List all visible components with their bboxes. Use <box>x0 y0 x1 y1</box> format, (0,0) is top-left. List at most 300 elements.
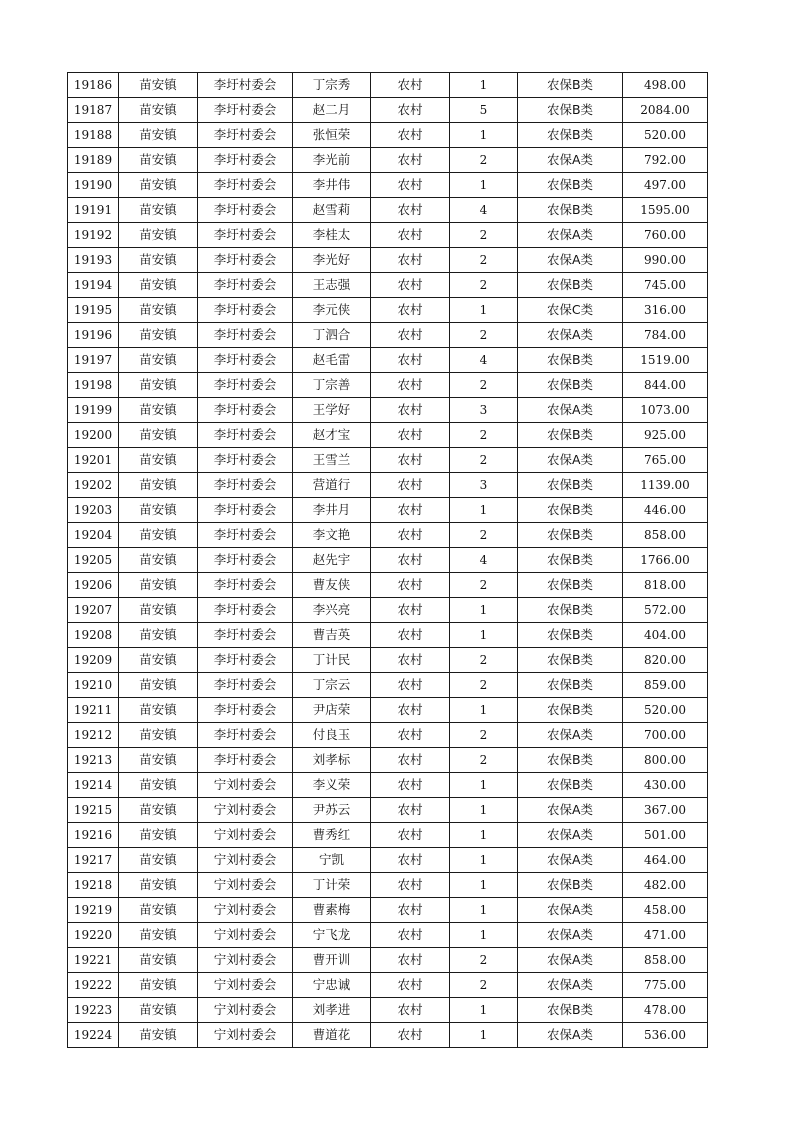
village-committee-cell: 李圩村委会 <box>198 698 293 723</box>
row-id-cell: 19224 <box>68 1023 119 1048</box>
insurance-category-cell: 农保B类 <box>518 748 623 773</box>
person-name-cell: 宁忠诚 <box>293 973 371 998</box>
amount-cell: 404.00 <box>623 623 708 648</box>
insurance-category-cell: 农保B类 <box>518 173 623 198</box>
town-cell: 苗安镇 <box>119 323 198 348</box>
town-cell: 苗安镇 <box>119 348 198 373</box>
household-count-cell: 1 <box>450 73 518 98</box>
household-count-cell: 2 <box>450 573 518 598</box>
town-cell: 苗安镇 <box>119 898 198 923</box>
household-count-cell: 2 <box>450 723 518 748</box>
table-row <box>68 748 708 773</box>
person-name-cell: 赵先宇 <box>293 548 371 573</box>
village-committee-cell: 李圩村委会 <box>198 173 293 198</box>
village-committee-cell: 宁刘村委会 <box>198 823 293 848</box>
town-cell: 苗安镇 <box>119 73 198 98</box>
area-type-cell: 农村 <box>371 948 450 973</box>
household-count-cell: 1 <box>450 498 518 523</box>
person-name-cell: 曹秀红 <box>293 823 371 848</box>
row-id-cell: 19201 <box>68 448 119 473</box>
household-count-cell: 2 <box>450 948 518 973</box>
row-id-cell: 19218 <box>68 873 119 898</box>
person-name-cell: 曹友侠 <box>293 573 371 598</box>
table-row <box>68 448 708 473</box>
town-cell: 苗安镇 <box>119 873 198 898</box>
town-cell: 苗安镇 <box>119 448 198 473</box>
person-name-cell: 王雪兰 <box>293 448 371 473</box>
person-name-cell: 刘孝标 <box>293 748 371 773</box>
insurance-category-cell: 农保B类 <box>518 273 623 298</box>
row-id-cell: 19196 <box>68 323 119 348</box>
village-committee-cell: 宁刘村委会 <box>198 848 293 873</box>
village-committee-cell: 李圩村委会 <box>198 473 293 498</box>
person-name-cell: 丁宗善 <box>293 373 371 398</box>
amount-cell: 760.00 <box>623 223 708 248</box>
household-count-cell: 1 <box>450 623 518 648</box>
town-cell: 苗安镇 <box>119 398 198 423</box>
household-count-cell: 1 <box>450 873 518 898</box>
row-id-cell: 19209 <box>68 648 119 673</box>
town-cell: 苗安镇 <box>119 198 198 223</box>
person-name-cell: 丁计民 <box>293 648 371 673</box>
town-cell: 苗安镇 <box>119 373 198 398</box>
table-row <box>68 1023 708 1048</box>
insurance-category-cell: 农保A类 <box>518 148 623 173</box>
row-id-cell: 19211 <box>68 698 119 723</box>
household-count-cell: 4 <box>450 198 518 223</box>
insurance-category-cell: 农保A类 <box>518 923 623 948</box>
table-row <box>68 873 708 898</box>
row-id-cell: 19212 <box>68 723 119 748</box>
row-id-cell: 19188 <box>68 123 119 148</box>
village-committee-cell: 李圩村委会 <box>198 198 293 223</box>
table-row <box>68 898 708 923</box>
area-type-cell: 农村 <box>371 98 450 123</box>
amount-cell: 464.00 <box>623 848 708 873</box>
village-committee-cell: 李圩村委会 <box>198 498 293 523</box>
town-cell: 苗安镇 <box>119 673 198 698</box>
row-id-cell: 19220 <box>68 923 119 948</box>
person-name-cell: 尹店荣 <box>293 698 371 723</box>
insurance-category-cell: 农保B类 <box>518 548 623 573</box>
table-row <box>68 423 708 448</box>
table-row <box>68 698 708 723</box>
household-count-cell: 4 <box>450 548 518 573</box>
village-committee-cell: 李圩村委会 <box>198 98 293 123</box>
insurance-category-cell: 农保B类 <box>518 348 623 373</box>
table-row <box>68 148 708 173</box>
person-name-cell: 李桂太 <box>293 223 371 248</box>
insurance-category-cell: 农保B类 <box>518 573 623 598</box>
town-cell: 苗安镇 <box>119 573 198 598</box>
town-cell: 苗安镇 <box>119 798 198 823</box>
insurance-category-cell: 农保A类 <box>518 973 623 998</box>
person-name-cell: 李义荣 <box>293 773 371 798</box>
town-cell: 苗安镇 <box>119 823 198 848</box>
person-name-cell: 张恒荣 <box>293 123 371 148</box>
person-name-cell: 王志强 <box>293 273 371 298</box>
person-name-cell: 赵雪莉 <box>293 198 371 223</box>
row-id-cell: 19190 <box>68 173 119 198</box>
data-table <box>67 72 708 1048</box>
amount-cell: 820.00 <box>623 648 708 673</box>
insurance-category-cell: 农保B类 <box>518 73 623 98</box>
row-id-cell: 19208 <box>68 623 119 648</box>
village-committee-cell: 李圩村委会 <box>198 148 293 173</box>
area-type-cell: 农村 <box>371 973 450 998</box>
household-count-cell: 1 <box>450 298 518 323</box>
insurance-category-cell: 农保B类 <box>518 873 623 898</box>
amount-cell: 482.00 <box>623 873 708 898</box>
amount-cell: 775.00 <box>623 973 708 998</box>
village-committee-cell: 李圩村委会 <box>198 523 293 548</box>
person-name-cell: 付良玉 <box>293 723 371 748</box>
table-row <box>68 498 708 523</box>
insurance-category-cell: 农保A类 <box>518 448 623 473</box>
household-count-cell: 1 <box>450 998 518 1023</box>
town-cell: 苗安镇 <box>119 723 198 748</box>
household-count-cell: 2 <box>450 748 518 773</box>
amount-cell: 520.00 <box>623 698 708 723</box>
amount-cell: 818.00 <box>623 573 708 598</box>
area-type-cell: 农村 <box>371 998 450 1023</box>
village-committee-cell: 李圩村委会 <box>198 323 293 348</box>
area-type-cell: 农村 <box>371 223 450 248</box>
town-cell: 苗安镇 <box>119 498 198 523</box>
amount-cell: 1595.00 <box>623 198 708 223</box>
person-name-cell: 丁宗云 <box>293 673 371 698</box>
amount-cell: 497.00 <box>623 173 708 198</box>
village-committee-cell: 宁刘村委会 <box>198 923 293 948</box>
insurance-category-cell: 农保B类 <box>518 998 623 1023</box>
amount-cell: 1766.00 <box>623 548 708 573</box>
town-cell: 苗安镇 <box>119 173 198 198</box>
row-id-cell: 19213 <box>68 748 119 773</box>
area-type-cell: 农村 <box>371 123 450 148</box>
insurance-category-cell: 农保A类 <box>518 223 623 248</box>
amount-cell: 458.00 <box>623 898 708 923</box>
table-row <box>68 798 708 823</box>
village-committee-cell: 李圩村委会 <box>198 423 293 448</box>
insurance-category-cell: 农保B类 <box>518 648 623 673</box>
village-committee-cell: 李圩村委会 <box>198 348 293 373</box>
town-cell: 苗安镇 <box>119 748 198 773</box>
village-committee-cell: 李圩村委会 <box>198 298 293 323</box>
amount-cell: 471.00 <box>623 923 708 948</box>
person-name-cell: 尹苏云 <box>293 798 371 823</box>
insurance-category-cell: 农保B类 <box>518 423 623 448</box>
household-count-cell: 1 <box>450 598 518 623</box>
town-cell: 苗安镇 <box>119 698 198 723</box>
area-type-cell: 农村 <box>371 373 450 398</box>
row-id-cell: 19207 <box>68 598 119 623</box>
person-name-cell: 曹吉英 <box>293 623 371 648</box>
row-id-cell: 19189 <box>68 148 119 173</box>
area-type-cell: 农村 <box>371 523 450 548</box>
household-count-cell: 2 <box>450 423 518 448</box>
village-committee-cell: 宁刘村委会 <box>198 948 293 973</box>
insurance-category-cell: 农保B类 <box>518 498 623 523</box>
row-id-cell: 19217 <box>68 848 119 873</box>
row-id-cell: 19193 <box>68 248 119 273</box>
person-name-cell: 宁凯 <box>293 848 371 873</box>
area-type-cell: 农村 <box>371 673 450 698</box>
amount-cell: 572.00 <box>623 598 708 623</box>
person-name-cell: 曹道花 <box>293 1023 371 1048</box>
village-committee-cell: 李圩村委会 <box>198 273 293 298</box>
person-name-cell: 刘孝进 <box>293 998 371 1023</box>
table-row <box>68 723 708 748</box>
village-committee-cell: 宁刘村委会 <box>198 873 293 898</box>
household-count-cell: 2 <box>450 248 518 273</box>
amount-cell: 1073.00 <box>623 398 708 423</box>
village-committee-cell: 李圩村委会 <box>198 448 293 473</box>
table-row <box>68 323 708 348</box>
row-id-cell: 19214 <box>68 773 119 798</box>
row-id-cell: 19204 <box>68 523 119 548</box>
amount-cell: 367.00 <box>623 798 708 823</box>
row-id-cell: 19192 <box>68 223 119 248</box>
household-count-cell: 1 <box>450 848 518 873</box>
town-cell: 苗安镇 <box>119 1023 198 1048</box>
area-type-cell: 农村 <box>371 273 450 298</box>
amount-cell: 478.00 <box>623 998 708 1023</box>
row-id-cell: 19187 <box>68 98 119 123</box>
table-row <box>68 948 708 973</box>
village-committee-cell: 李圩村委会 <box>198 623 293 648</box>
amount-cell: 925.00 <box>623 423 708 448</box>
insurance-category-cell: 农保A类 <box>518 323 623 348</box>
amount-cell: 765.00 <box>623 448 708 473</box>
person-name-cell: 赵才宝 <box>293 423 371 448</box>
amount-cell: 1139.00 <box>623 473 708 498</box>
town-cell: 苗安镇 <box>119 523 198 548</box>
insurance-category-cell: 农保B类 <box>518 623 623 648</box>
table-row <box>68 923 708 948</box>
household-count-cell: 2 <box>450 448 518 473</box>
household-count-cell: 1 <box>450 823 518 848</box>
person-name-cell: 李井月 <box>293 498 371 523</box>
area-type-cell: 农村 <box>371 573 450 598</box>
household-count-cell: 1 <box>450 773 518 798</box>
town-cell: 苗安镇 <box>119 973 198 998</box>
area-type-cell: 农村 <box>371 298 450 323</box>
household-count-cell: 1 <box>450 698 518 723</box>
area-type-cell: 农村 <box>371 598 450 623</box>
town-cell: 苗安镇 <box>119 248 198 273</box>
row-id-cell: 19210 <box>68 673 119 698</box>
area-type-cell: 农村 <box>371 898 450 923</box>
household-count-cell: 2 <box>450 523 518 548</box>
household-count-cell: 1 <box>450 123 518 148</box>
area-type-cell: 农村 <box>371 423 450 448</box>
insurance-category-cell: 农保B类 <box>518 773 623 798</box>
village-committee-cell: 李圩村委会 <box>198 123 293 148</box>
amount-cell: 792.00 <box>623 148 708 173</box>
household-count-cell: 5 <box>450 98 518 123</box>
household-count-cell: 1 <box>450 173 518 198</box>
person-name-cell: 赵毛雷 <box>293 348 371 373</box>
amount-cell: 784.00 <box>623 323 708 348</box>
area-type-cell: 农村 <box>371 773 450 798</box>
table-row <box>68 173 708 198</box>
table-row <box>68 823 708 848</box>
table-row <box>68 523 708 548</box>
household-count-cell: 4 <box>450 348 518 373</box>
amount-cell: 990.00 <box>623 248 708 273</box>
table-row <box>68 548 708 573</box>
amount-cell: 316.00 <box>623 298 708 323</box>
town-cell: 苗安镇 <box>119 98 198 123</box>
household-count-cell: 2 <box>450 323 518 348</box>
row-id-cell: 19219 <box>68 898 119 923</box>
insurance-category-cell: 农保B类 <box>518 473 623 498</box>
village-committee-cell: 宁刘村委会 <box>198 798 293 823</box>
table-row <box>68 298 708 323</box>
table-row <box>68 623 708 648</box>
insurance-category-cell: 农保B类 <box>518 123 623 148</box>
household-count-cell: 1 <box>450 898 518 923</box>
insurance-category-cell: 农保B类 <box>518 523 623 548</box>
person-name-cell: 赵二月 <box>293 98 371 123</box>
row-id-cell: 19202 <box>68 473 119 498</box>
row-id-cell: 19222 <box>68 973 119 998</box>
table-row <box>68 273 708 298</box>
table-row <box>68 973 708 998</box>
area-type-cell: 农村 <box>371 498 450 523</box>
amount-cell: 859.00 <box>623 673 708 698</box>
person-name-cell: 王学好 <box>293 398 371 423</box>
row-id-cell: 19203 <box>68 498 119 523</box>
area-type-cell: 农村 <box>371 848 450 873</box>
village-committee-cell: 宁刘村委会 <box>198 898 293 923</box>
town-cell: 苗安镇 <box>119 923 198 948</box>
town-cell: 苗安镇 <box>119 623 198 648</box>
row-id-cell: 19223 <box>68 998 119 1023</box>
village-committee-cell: 李圩村委会 <box>198 248 293 273</box>
area-type-cell: 农村 <box>371 448 450 473</box>
table-row <box>68 98 708 123</box>
village-committee-cell: 李圩村委会 <box>198 648 293 673</box>
town-cell: 苗安镇 <box>119 423 198 448</box>
town-cell: 苗安镇 <box>119 848 198 873</box>
area-type-cell: 农村 <box>371 548 450 573</box>
person-name-cell: 曹素梅 <box>293 898 371 923</box>
row-id-cell: 19191 <box>68 198 119 223</box>
household-count-cell: 3 <box>450 473 518 498</box>
row-id-cell: 19197 <box>68 348 119 373</box>
table-body <box>68 73 708 1048</box>
area-type-cell: 农村 <box>371 798 450 823</box>
village-committee-cell: 李圩村委会 <box>198 573 293 598</box>
village-committee-cell: 李圩村委会 <box>198 223 293 248</box>
table-row <box>68 223 708 248</box>
amount-cell: 800.00 <box>623 748 708 773</box>
amount-cell: 536.00 <box>623 1023 708 1048</box>
household-count-cell: 2 <box>450 648 518 673</box>
area-type-cell: 农村 <box>371 248 450 273</box>
village-committee-cell: 李圩村委会 <box>198 598 293 623</box>
row-id-cell: 19198 <box>68 373 119 398</box>
town-cell: 苗安镇 <box>119 123 198 148</box>
amount-cell: 745.00 <box>623 273 708 298</box>
area-type-cell: 农村 <box>371 823 450 848</box>
town-cell: 苗安镇 <box>119 473 198 498</box>
household-count-cell: 2 <box>450 273 518 298</box>
person-name-cell: 曹开训 <box>293 948 371 973</box>
household-count-cell: 1 <box>450 923 518 948</box>
person-name-cell: 李井伟 <box>293 173 371 198</box>
insurance-category-cell: 农保A类 <box>518 723 623 748</box>
person-name-cell: 李元侠 <box>293 298 371 323</box>
person-name-cell: 李光好 <box>293 248 371 273</box>
area-type-cell: 农村 <box>371 873 450 898</box>
village-committee-cell: 宁刘村委会 <box>198 998 293 1023</box>
amount-cell: 700.00 <box>623 723 708 748</box>
person-name-cell: 李文艳 <box>293 523 371 548</box>
household-count-cell: 1 <box>450 1023 518 1048</box>
insurance-category-cell: 农保A类 <box>518 823 623 848</box>
amount-cell: 844.00 <box>623 373 708 398</box>
row-id-cell: 19199 <box>68 398 119 423</box>
town-cell: 苗安镇 <box>119 223 198 248</box>
amount-cell: 501.00 <box>623 823 708 848</box>
area-type-cell: 农村 <box>371 173 450 198</box>
table-row <box>68 198 708 223</box>
table-row <box>68 773 708 798</box>
row-id-cell: 19205 <box>68 548 119 573</box>
table-row <box>68 248 708 273</box>
table-row <box>68 673 708 698</box>
area-type-cell: 农村 <box>371 623 450 648</box>
village-committee-cell: 宁刘村委会 <box>198 973 293 998</box>
table-row <box>68 573 708 598</box>
person-name-cell: 宁飞龙 <box>293 923 371 948</box>
amount-cell: 498.00 <box>623 73 708 98</box>
insurance-category-cell: 农保B类 <box>518 698 623 723</box>
village-committee-cell: 宁刘村委会 <box>198 1023 293 1048</box>
table-row <box>68 373 708 398</box>
town-cell: 苗安镇 <box>119 598 198 623</box>
row-id-cell: 19215 <box>68 798 119 823</box>
town-cell: 苗安镇 <box>119 648 198 673</box>
village-committee-cell: 李圩村委会 <box>198 673 293 698</box>
area-type-cell: 农村 <box>371 648 450 673</box>
town-cell: 苗安镇 <box>119 998 198 1023</box>
area-type-cell: 农村 <box>371 723 450 748</box>
household-count-cell: 2 <box>450 673 518 698</box>
insurance-category-cell: 农保B类 <box>518 198 623 223</box>
insurance-category-cell: 农保B类 <box>518 598 623 623</box>
area-type-cell: 农村 <box>371 748 450 773</box>
amount-cell: 1519.00 <box>623 348 708 373</box>
area-type-cell: 农村 <box>371 323 450 348</box>
row-id-cell: 19206 <box>68 573 119 598</box>
row-id-cell: 19195 <box>68 298 119 323</box>
village-committee-cell: 李圩村委会 <box>198 748 293 773</box>
area-type-cell: 农村 <box>371 1023 450 1048</box>
household-count-cell: 2 <box>450 973 518 998</box>
town-cell: 苗安镇 <box>119 273 198 298</box>
town-cell: 苗安镇 <box>119 548 198 573</box>
insurance-category-cell: 农保B类 <box>518 373 623 398</box>
table-row <box>68 473 708 498</box>
area-type-cell: 农村 <box>371 923 450 948</box>
row-id-cell: 19221 <box>68 948 119 973</box>
village-committee-cell: 李圩村委会 <box>198 373 293 398</box>
area-type-cell: 农村 <box>371 73 450 98</box>
amount-cell: 520.00 <box>623 123 708 148</box>
